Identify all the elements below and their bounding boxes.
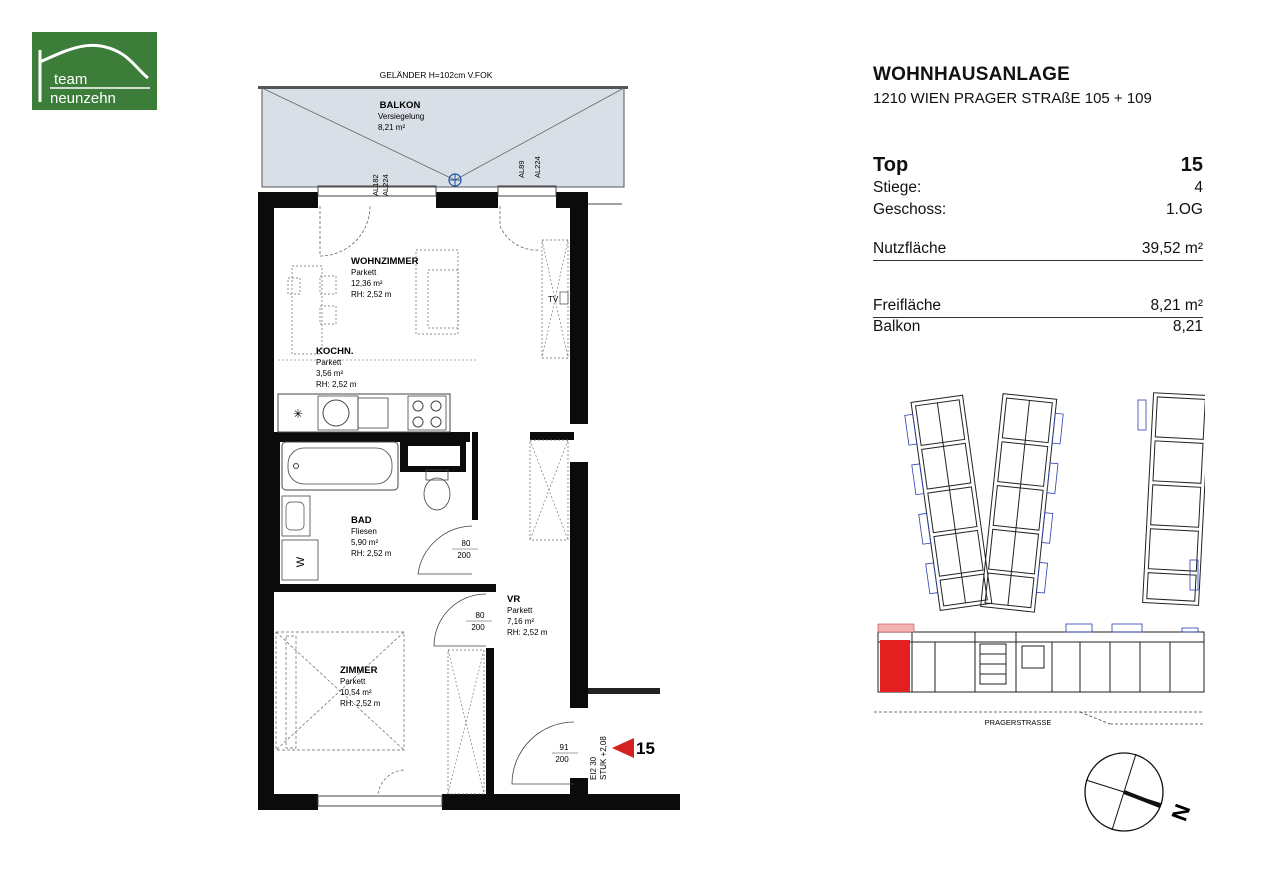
railing-note: GELÄNDER H=102cm V.FOK xyxy=(379,70,493,80)
vr-area: 7,16 m² xyxy=(507,617,535,626)
top-label: Top xyxy=(873,154,909,176)
wohnzimmer-area: 12,36 m² xyxy=(351,279,383,288)
balkon-floor: Versiegelung xyxy=(378,112,425,121)
fan-icon: ✳ xyxy=(292,407,304,421)
window2-a: AL89 xyxy=(517,160,526,178)
compass xyxy=(1080,748,1210,843)
tv-label: TV xyxy=(548,295,559,304)
vr-height: RH: 2,52 m xyxy=(507,628,548,637)
geschoss-value: 1.OG xyxy=(1165,201,1203,218)
logo-line2: neunzehn xyxy=(50,90,116,107)
balkon-area: 8,21 m² xyxy=(378,123,406,132)
balkon-label: Balkon xyxy=(873,318,921,335)
company-logo xyxy=(32,32,157,110)
kochn-floor: Parkett xyxy=(316,358,342,367)
frei-value: 8,21 m² xyxy=(1150,297,1203,314)
project-address: 1210 WIEN PRAGER STRAßE 105 + 109 xyxy=(873,90,1152,107)
door-entry-w: 91 xyxy=(559,743,569,752)
kochn-area: 3,56 m² xyxy=(316,369,344,378)
wohnzimmer-height: RH: 2,52 m xyxy=(351,290,392,299)
street-label: PRAGERSTRASSE xyxy=(984,718,1052,727)
north-label: N xyxy=(1166,800,1196,825)
info-balkon xyxy=(873,318,1203,338)
kochn-name: KOCHN. xyxy=(316,346,354,357)
unit-marker: 15 xyxy=(636,739,655,758)
unit-marker-icon xyxy=(612,738,634,758)
kochn-height: RH: 2,52 m xyxy=(316,380,357,389)
dining-set xyxy=(288,266,336,354)
highlighted-unit xyxy=(880,640,910,692)
nutz-label: Nutzfläche xyxy=(873,240,947,257)
door-vr-h: 200 xyxy=(471,623,485,632)
door-bad-h: 200 xyxy=(457,551,471,560)
entry-note-1: EI2 30 xyxy=(589,756,598,780)
nutz-value: 39,52 m² xyxy=(1141,240,1203,257)
balcony-area xyxy=(262,88,624,187)
floor-plan xyxy=(240,60,690,835)
stiege-label: Stiege: xyxy=(873,179,922,196)
info-stiege xyxy=(873,179,1203,199)
window1-b: AL224 xyxy=(381,174,390,196)
top-value: 15 xyxy=(1180,154,1203,176)
window2-b: AL224 xyxy=(533,156,542,178)
zimmer-height: RH: 2,52 m xyxy=(340,699,381,708)
sofa-set xyxy=(416,250,458,334)
balkon-name: BALKON xyxy=(379,100,421,111)
north-arrow-icon xyxy=(1124,792,1160,806)
geschoss-label: Geschoss: xyxy=(873,201,947,218)
info-geschoss xyxy=(873,201,1203,221)
entry-note-2: STUK +2,08 xyxy=(599,736,608,780)
wohnzimmer-name: WOHNZIMMER xyxy=(351,256,419,267)
zimmer-area: 10,54 m² xyxy=(340,688,372,697)
info-freiflaeche xyxy=(873,297,1203,318)
info-nutzflaeche xyxy=(873,240,1203,261)
site-plan xyxy=(870,385,1205,740)
bad-height: RH: 2,52 m xyxy=(351,549,392,558)
bad-floor: Fliesen xyxy=(351,527,377,536)
bad-name: BAD xyxy=(351,515,372,526)
bad-area: 5,90 m² xyxy=(351,538,379,547)
door-entry-h: 200 xyxy=(555,755,569,764)
wohnzimmer-floor: Parkett xyxy=(351,268,377,277)
bathtub-icon xyxy=(282,442,398,490)
vr-floor: Parkett xyxy=(507,606,533,615)
project-title: WOHNHAUSANLAGE xyxy=(873,64,1071,85)
balkon-value: 8,21 xyxy=(1172,318,1203,335)
frei-label: Freifläche xyxy=(873,297,942,314)
door-bad-w: 80 xyxy=(461,539,471,548)
zimmer-floor: Parkett xyxy=(340,677,366,686)
window1-a: AL182 xyxy=(371,174,380,196)
stiege-value: 4 xyxy=(1194,179,1203,196)
door-vr-w: 80 xyxy=(475,611,485,620)
vr-name: VR xyxy=(507,594,521,605)
info-top xyxy=(873,154,1203,178)
wm-label: W xyxy=(295,556,307,568)
zimmer-name: ZIMMER xyxy=(340,665,378,676)
logo-line1: team xyxy=(54,71,88,88)
